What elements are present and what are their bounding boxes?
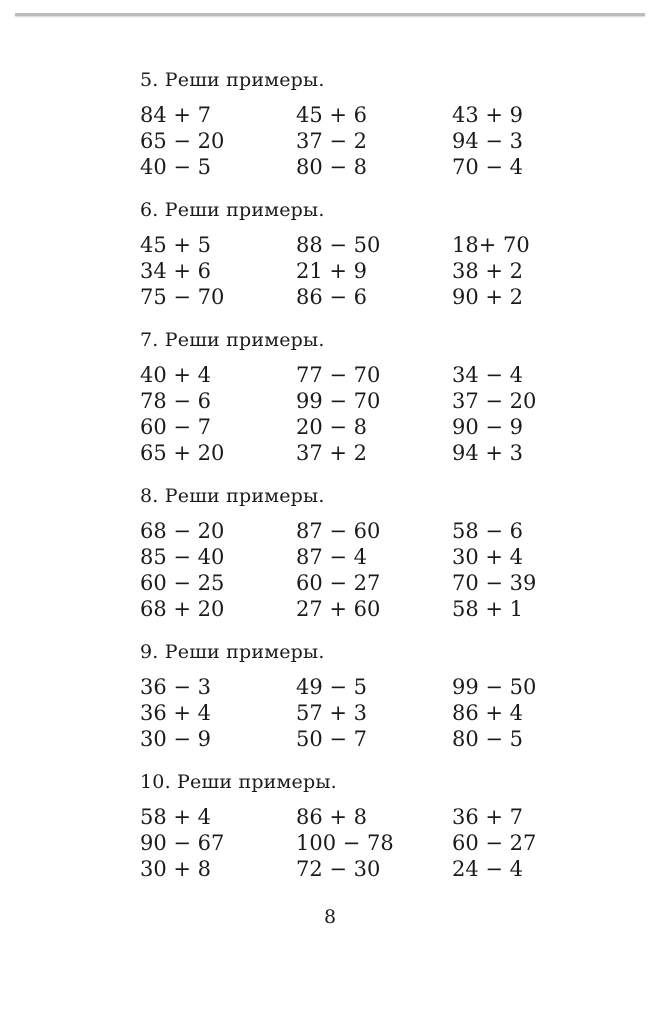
problem: 58 + 1 bbox=[452, 597, 524, 621]
problem: 34 + 6 bbox=[140, 259, 212, 283]
problem: 20 − 8 bbox=[296, 415, 368, 439]
problem: 34 − 4 bbox=[452, 363, 524, 387]
problem: 40 − 5 bbox=[140, 155, 212, 179]
exercise-title: 6. Реши примеры. bbox=[140, 199, 325, 221]
problem: 37 − 20 bbox=[452, 389, 537, 413]
problem-grid bbox=[140, 804, 560, 882]
problem: 60 − 27 bbox=[452, 831, 537, 855]
problem: 90 + 2 bbox=[452, 285, 524, 309]
problem: 72 − 30 bbox=[296, 857, 381, 881]
page-number: 8 bbox=[323, 906, 337, 928]
problem-grid bbox=[140, 232, 560, 310]
problem: 40 + 4 bbox=[140, 363, 212, 387]
problem: 60 − 25 bbox=[140, 571, 225, 595]
problem: 30 − 9 bbox=[140, 727, 212, 751]
exercise-title: 8. Реши примеры. bbox=[140, 485, 325, 507]
problem-grid bbox=[140, 518, 560, 622]
problem: 49 − 5 bbox=[296, 675, 368, 699]
problem: 45 + 6 bbox=[296, 103, 368, 127]
problem: 80 − 5 bbox=[452, 727, 524, 751]
problem: 65 + 20 bbox=[140, 441, 225, 465]
exercise-list bbox=[140, 67, 560, 899]
problem: 58 + 4 bbox=[140, 805, 212, 829]
problem: 94 + 3 bbox=[452, 441, 524, 465]
problem: 78 − 6 bbox=[140, 389, 212, 413]
exercise-title: 5. Реши примеры. bbox=[140, 69, 325, 91]
problem: 60 − 7 bbox=[140, 415, 212, 439]
problem: 65 − 20 bbox=[140, 129, 225, 153]
exercise-5 bbox=[140, 67, 560, 180]
problem: 43 + 9 bbox=[452, 103, 524, 127]
problem-grid bbox=[140, 674, 560, 752]
problem: 99 − 70 bbox=[296, 389, 381, 413]
problem: 30 + 8 bbox=[140, 857, 212, 881]
problem: 58 − 6 bbox=[452, 519, 524, 543]
problem: 37 − 2 bbox=[296, 129, 368, 153]
problem: 68 + 20 bbox=[140, 597, 225, 621]
problem: 88 − 50 bbox=[296, 233, 381, 257]
problem: 86 − 6 bbox=[296, 285, 368, 309]
problem: 90 − 9 bbox=[452, 415, 524, 439]
problem: 18+ 70 bbox=[452, 233, 530, 257]
problem: 50 − 7 bbox=[296, 727, 368, 751]
problem: 90 − 67 bbox=[140, 831, 225, 855]
exercise-9 bbox=[140, 639, 560, 752]
exercise-7 bbox=[140, 327, 560, 466]
problem: 94 − 3 bbox=[452, 129, 524, 153]
problem: 21 + 9 bbox=[296, 259, 368, 283]
problem: 60 − 27 bbox=[296, 571, 381, 595]
problem-grid bbox=[140, 102, 560, 180]
exercise-10 bbox=[140, 769, 560, 882]
problem: 38 + 2 bbox=[452, 259, 524, 283]
problem: 75 − 70 bbox=[140, 285, 225, 309]
problem: 36 + 7 bbox=[452, 805, 524, 829]
top-rule bbox=[15, 13, 645, 16]
problem: 37 + 2 bbox=[296, 441, 368, 465]
exercise-title: 10. Реши примеры. bbox=[140, 771, 337, 793]
problem: 87 − 60 bbox=[296, 519, 381, 543]
problem-grid bbox=[140, 362, 560, 466]
problem: 36 − 3 bbox=[140, 675, 212, 699]
exercise-title: 9. Реши примеры. bbox=[140, 641, 325, 663]
problem: 100 − 78 bbox=[296, 831, 394, 855]
problem: 84 + 7 bbox=[140, 103, 212, 127]
problem: 86 + 8 bbox=[296, 805, 368, 829]
exercise-8 bbox=[140, 483, 560, 622]
problem: 36 + 4 bbox=[140, 701, 212, 725]
exercise-title: 7. Реши примеры. bbox=[140, 329, 325, 351]
problem: 87 − 4 bbox=[296, 545, 368, 569]
exercise-6 bbox=[140, 197, 560, 310]
problem: 45 + 5 bbox=[140, 233, 212, 257]
problem: 85 − 40 bbox=[140, 545, 225, 569]
problem: 86 + 4 bbox=[452, 701, 524, 725]
problem: 70 − 4 bbox=[452, 155, 524, 179]
problem: 27 + 60 bbox=[296, 597, 381, 621]
problem: 24 − 4 bbox=[452, 857, 524, 881]
problem: 30 + 4 bbox=[452, 545, 524, 569]
problem: 99 − 50 bbox=[452, 675, 537, 699]
problem: 77 − 70 bbox=[296, 363, 381, 387]
problem: 70 − 39 bbox=[452, 571, 537, 595]
problem: 57 + 3 bbox=[296, 701, 368, 725]
problem: 68 − 20 bbox=[140, 519, 225, 543]
problem: 80 − 8 bbox=[296, 155, 368, 179]
